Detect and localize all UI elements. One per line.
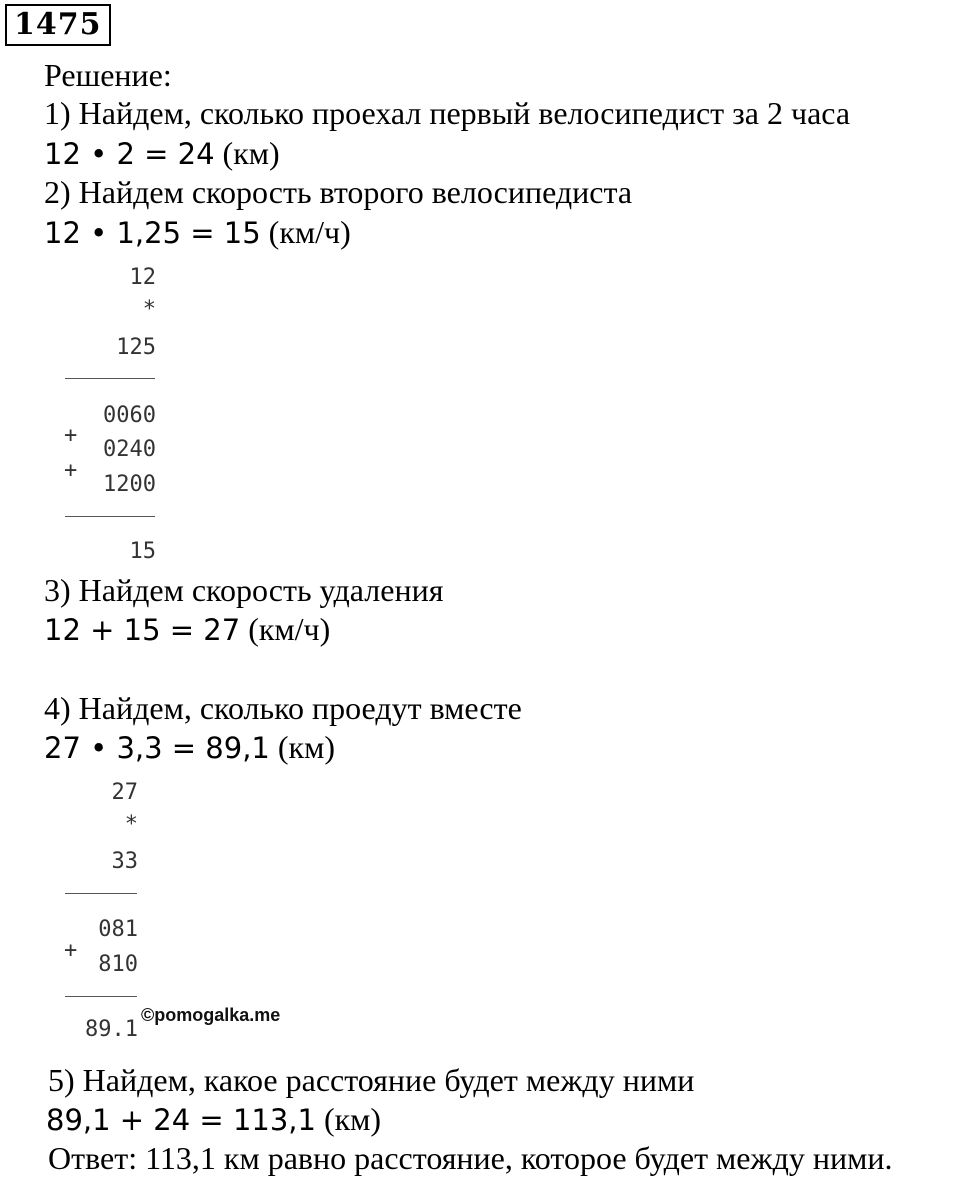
equation-1-unit: (км) — [214, 135, 280, 171]
calc2-plus: + — [64, 938, 78, 963]
calc2-rule-top — [65, 893, 137, 894]
task-number: 1475 — [5, 4, 111, 46]
calc2-factor-b: 33 — [111, 849, 138, 874]
equation-4-expression: 27 • 3,3 = 89,1 — [44, 731, 270, 765]
step-2-text: 2) Найдем скорость второго велосипедиста — [44, 174, 633, 210]
calc2-partial-1: 081 — [98, 917, 138, 942]
step-1-text: 1) Найдем, сколько проехал первый велосипедист за 2 часа — [44, 95, 851, 131]
calc2-operator: * — [124, 812, 138, 837]
solution-heading: Решение: — [44, 57, 172, 93]
calc1-plus-1: + — [64, 423, 78, 448]
equation-5 — [46, 1099, 381, 1140]
calc1-plus-2: + — [64, 458, 78, 483]
step-5-text: 5) Найдем, какое расстояние будет между ними — [48, 1062, 695, 1098]
calc1-rule-top — [65, 378, 155, 379]
calc1-partial-1: 0060 — [103, 403, 156, 428]
calc1-rule-bottom — [65, 516, 155, 517]
equation-3-unit: (км/ч) — [240, 611, 331, 647]
step-3-text: 3) Найдем скорость удаления — [44, 572, 444, 608]
calc2-partial-2: 810 — [98, 952, 138, 977]
calc2-rule-bottom — [65, 996, 137, 997]
calc1-result: 15 — [129, 539, 156, 564]
equation-4-unit: (км) — [269, 729, 335, 765]
calc2-factor-a: 27 — [111, 780, 138, 805]
equation-4 — [44, 727, 335, 768]
equation-5-unit: (км) — [315, 1101, 382, 1137]
calc1-partial-2: 0240 — [103, 437, 156, 462]
equation-1 — [44, 133, 280, 174]
watermark: ©pomogalka.me — [141, 1005, 281, 1025]
equation-3-expression: 12 + 15 = 27 — [44, 613, 241, 647]
equation-2 — [44, 212, 351, 253]
step-4-text: 4) Найдем, сколько проедут вместе — [44, 690, 522, 726]
equation-2-unit: (км/ч) — [260, 214, 351, 250]
calc1-partial-3: 1200 — [103, 472, 156, 497]
equation-2-expression: 12 • 1,25 = 15 — [44, 216, 261, 250]
equation-1-expression: 12 • 2 = 24 — [44, 137, 215, 171]
calc1-factor-a: 12 — [129, 265, 156, 290]
calc1-operator: * — [142, 297, 156, 322]
calc2-result: 89.1 — [85, 1017, 138, 1042]
answer-text: Ответ: 113,1 км равно расстояние, которое будет между ними. — [48, 1140, 893, 1176]
calc1-factor-b: 125 — [116, 335, 156, 360]
equation-3 — [44, 609, 330, 650]
equation-5-expression: 89,1 + 24 = 113,1 — [46, 1103, 316, 1137]
